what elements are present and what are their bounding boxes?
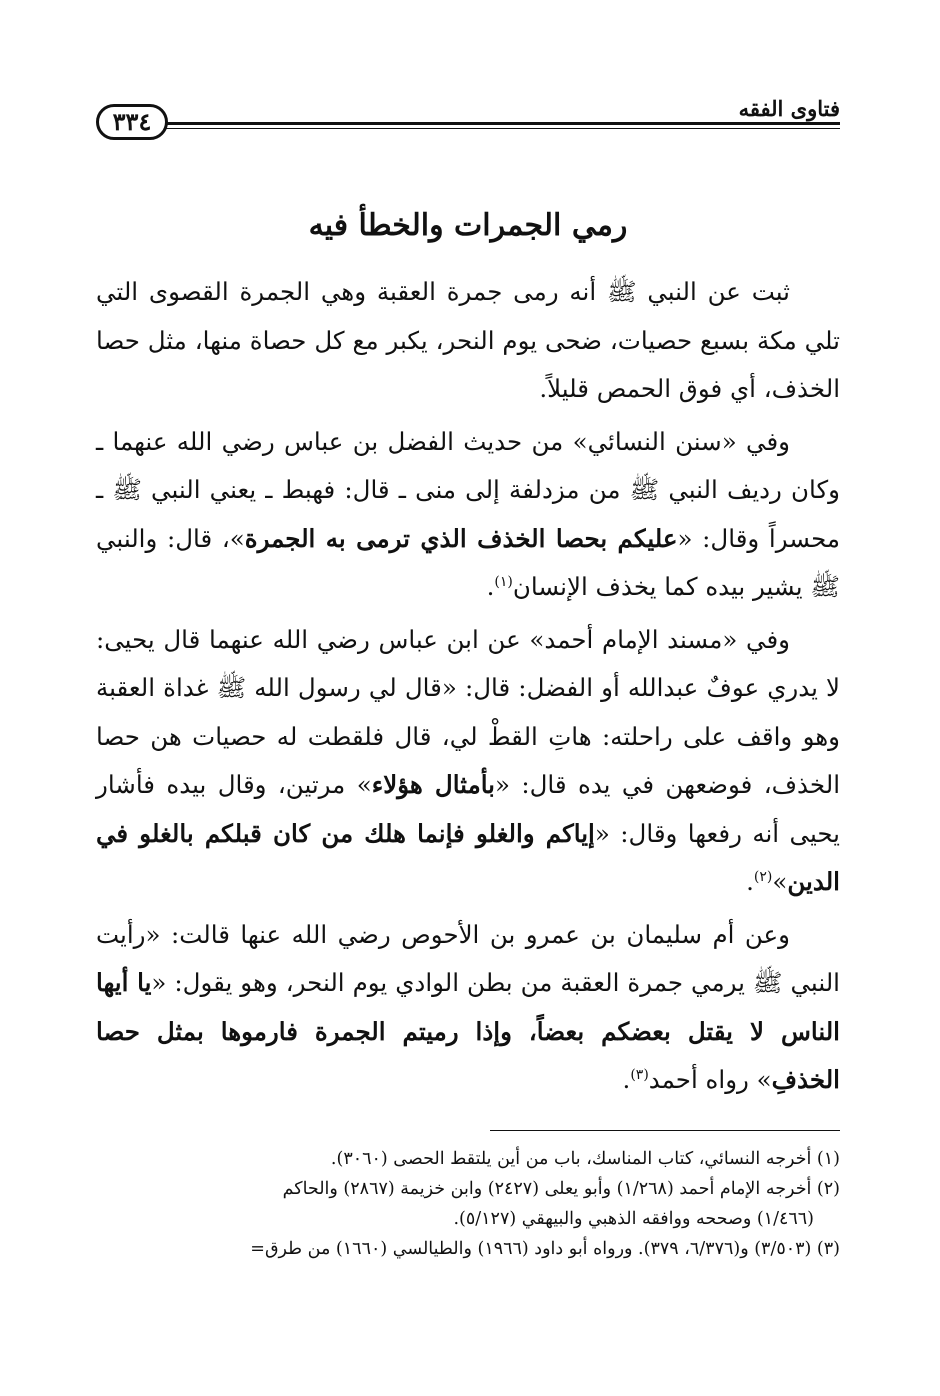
paragraph-3-text: وفي «مسند الإمام أحمد» عن ابن عباس رضي الله عنهما قال يحيى: لا يدري عوفٌ عبدالله أو الفضل: قال: «قال لي رسول الله ﷺ غداة العقبة وهو واقف على راحلته: هاتِ القطْ لي، قال فلقطت له حصيات هن حصا الخذف، فوضعهن في يده قال: « xyxy=(96,624,841,799)
main-text xyxy=(96,268,840,1109)
paragraph-2-text: وفي «سنن النسائي» من حديث الفضل بن عباس رضي الله عنهما ـ وكان رديف النبي ﷺ من مزدلفة إلى منى ـ قال: فهبط ـ يعني النبي ﷺ ـ محسراً وقال: « xyxy=(96,426,841,553)
page-header xyxy=(96,98,840,144)
page-number: ٣٣٤ xyxy=(96,104,168,140)
paragraph-3-text: » مرتين، وقال بيده فأشار يحيى أنه رفعها وقال: « xyxy=(96,770,840,848)
footnote-2-continued: (١/٤٦٦) وصححه ووافقه الذهبي والبيهقي (٥/١٢٧). xyxy=(453,1209,814,1229)
hadith-quote: عليكم بحصا الخذف الذي ترمى به الجمرة xyxy=(244,523,678,553)
hadith-quote: يا أيها الناس لا يقتل بعضكم بعضاً، وإذا رميتم الجمرة فارموها بمثل حصا الخذفِ xyxy=(96,968,840,1094)
paragraph-4-text: وعن أم سليمان بن عمرو بن الأحوص رضي الله عنها قالت: «رأيت النبي ﷺ يرمي جمرة العقبة من بطن الوادي يوم النحر، وهو يقول: « xyxy=(96,919,840,997)
paragraph-3-text: » xyxy=(772,867,788,896)
footnote-ref-3: (٣) xyxy=(630,1066,649,1083)
paragraph-1-text: ثبت عن النبي ﷺ أنه رمى جمرة العقبة وهي الجمرة القصوى التي تلي مكة بسبع حصيات، ضحى يوم النحر، يكبر مع كل حصاة منها، مثل حصا الخذف، أي فوق الحمص قليلاً. xyxy=(96,277,840,403)
hadith-quote: بأمثال هؤلاء xyxy=(371,770,495,799)
paragraph-4 xyxy=(96,911,840,1105)
footnote-divider xyxy=(490,1130,840,1131)
footnote-ref-2: (٢) xyxy=(753,868,773,885)
paragraph-3 xyxy=(96,616,840,907)
footnote-1: (١) أخرجه النسائي، كتاب المناسك، باب من أين يلتقط الحصى (٣٠٦٠). xyxy=(330,1149,840,1169)
paragraph-1 xyxy=(96,268,840,414)
paragraph-3-end: . xyxy=(746,867,754,896)
header-rule xyxy=(166,122,840,129)
footnotes xyxy=(96,1144,840,1264)
paragraph-2 xyxy=(96,418,840,612)
paragraph-2-text: »، قال: والنبي ﷺ يشير بيده كما يخذف الإنسان xyxy=(96,523,840,601)
paragraph-4-text: » رواه أحمد xyxy=(648,1065,772,1094)
footnote-ref-1: (١) xyxy=(494,573,513,590)
book-title: فتاوى الفقه xyxy=(729,96,840,121)
footnote-2: (٢) أخرجه الإمام أحمد (١/٢٦٨) وأبو يعلى (٢٤٢٧) وابن خزيمة (٢٨٦٧) والحاكم xyxy=(282,1179,840,1199)
chapter-title: رمي الجمرات والخطأ فيه xyxy=(308,208,628,243)
paragraph-2-end: . xyxy=(486,572,495,601)
hadith-quote: إياكم والغلو فإنما هلك من كان قبلكم بالغلو في الدين xyxy=(96,818,840,896)
footnote-3: (٣) (٣/٥٠٣) و(٦/٣٧٦، ٣٧٩). ورواه أبو داود (١٩٦٦) والطيالسي (١٦٦٠) من طرق= xyxy=(250,1239,840,1259)
paragraph-4-end: . xyxy=(622,1065,631,1094)
